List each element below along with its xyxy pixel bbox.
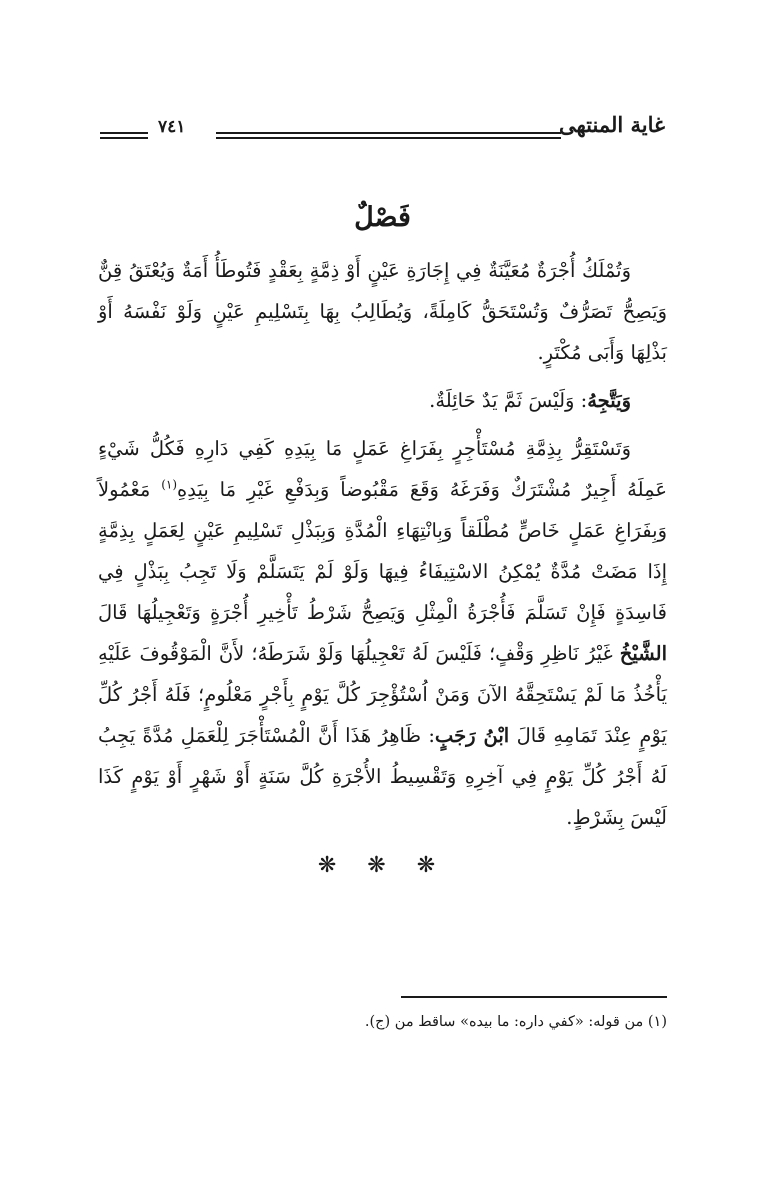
shaykh-name: الشَّيْخُ bbox=[619, 642, 667, 665]
paragraph-2-text: : وَلَيْسَ ثَمَّ يَدٌ حَائِلَةٌ. bbox=[429, 389, 588, 412]
paragraph-3-part-3: غَيْرُ نَاظِرِ وَقْفٍ؛ فَلَيْسَ لَهُ تَعْجِيلُهَا وَلَوْ شَرَطَهُ؛ لأَنَّ الْمَوْقُوفَ عَلَيْهِ يَأْخُذُ مَا لَمْ يَسْتَحِقَّهُ الآنَ وَمَنْ اُسْتُؤْجِرَ كُلَّ يَوْمٍ بِأَجْرٍ مَعْلُومٍ؛ فَلَهُ أَجْرُ كُلِّ يَوْمٍ عِنْدَ تَمَامِهِ قَالَ bbox=[91, 642, 667, 747]
main-text bbox=[91, 198, 667, 886]
running-header bbox=[100, 112, 665, 152]
footnote: (١) من قوله: «كفي داره: ما بيده» ساقط من (ج). bbox=[364, 1014, 667, 1030]
header-rule-right bbox=[216, 132, 561, 139]
paragraph-3-part-2: مَعْمُولاً وَبِفَرَاغِ عَمَلٍ خَاصٍّ مُطْلَقاً وَبِانْتِهَاءِ الْمُدَّةِ وَبِبَذْلِ تَسْلِيمِ عَيْنٍ لِعَمَلٍ بِذِمَّةٍ إِذَا مَضَتْ مُدَّةٌ يُمْكِنُ الاسْتِيفَاءُ فِيهَا وَلَوْ لَمْ يَتَسَلَّمْ وَلَا تَجِبُ بِبَذْلٍ فِي فَاسِدَةٍ فَإِنْ تَسَلَّمَ فَأُجْرَةُ الْمِثْلِ وَيَصِحُّ شَرْطُ تَأْخِيرِ أُجْرَةٍ وَتَعْجِيلُهَا قَالَ bbox=[91, 478, 667, 624]
header-rule-left bbox=[100, 132, 148, 139]
paragraph-3 bbox=[91, 428, 667, 838]
page-number: ٧٤١ bbox=[158, 117, 186, 137]
footnote-reference: (١) bbox=[161, 477, 178, 492]
paragraph-2 bbox=[98, 380, 667, 421]
ibn-rajab-name: ابْنُ رَجَبٍ bbox=[434, 724, 510, 747]
paragraph-1: وَتُمْلَكُ أُجْرَةٌ مُعَيَّنَةٌ فِي إِجَارَةِ عَيْنٍ أَوْ ذِمَّةٍ بِعَقْدٍ فَتُوطَأُ أَمَةٌ وَيُعْتَقُ قِنٌّ وَيَصِحُّ تَصَرُّفٌ وَتُسْتَحَقُّ كَامِلَةً، وَيُطَالِبُ بِهَا بِتَسْلِيمِ عَيْنٍ وَلَوْ نَفْسَهُ أَوْ بَذْلِهَا وَأَبَى مُكْتَرٍ. bbox=[91, 259, 667, 364]
footnote-rule bbox=[401, 996, 667, 998]
paragraph-2-label: وَيَتَّجِهُ bbox=[587, 389, 631, 412]
section-separator: ❋ ❋ ❋ bbox=[317, 853, 448, 878]
section-heading: فَصْلٌ bbox=[354, 202, 411, 233]
book-title: غاية المنتهى bbox=[558, 112, 665, 137]
paragraph-3-part-1: وَتَسْتَقِرُّ بِذِمَّةِ مُسْتَأْجِرٍ بِفَرَاغِ عَمَلٍ مَا بِيَدِهِ كَفِي دَارِهِ فَكُلُّ شَيْءٍ عَمِلَهُ أَجِيرٌ مُشْتَرَكٌ وَفَرَغَهُ وَقَعَ مَقْبُوضاً وَبِدَفْعِ غَيْرِ مَا بِيَدِهِ bbox=[91, 437, 667, 501]
paragraph-3-part-4: : ظَاهِرُ هَذَا أَنَّ الْمُسْتَأْجَرَ لِلْعَمَلِ مُدَّةً يَجِبُ لَهُ أَجْرُ كُلِّ يَوْمٍ فِي آخِرِهِ وَتَقْسِيطُ الأُجْرَةِ كُلَّ سَنَةٍ أَوْ شَهْرٍ أَوْ يَوْمٍ كَذَا لَيْسَ بِشَرْطٍ. bbox=[91, 724, 667, 829]
